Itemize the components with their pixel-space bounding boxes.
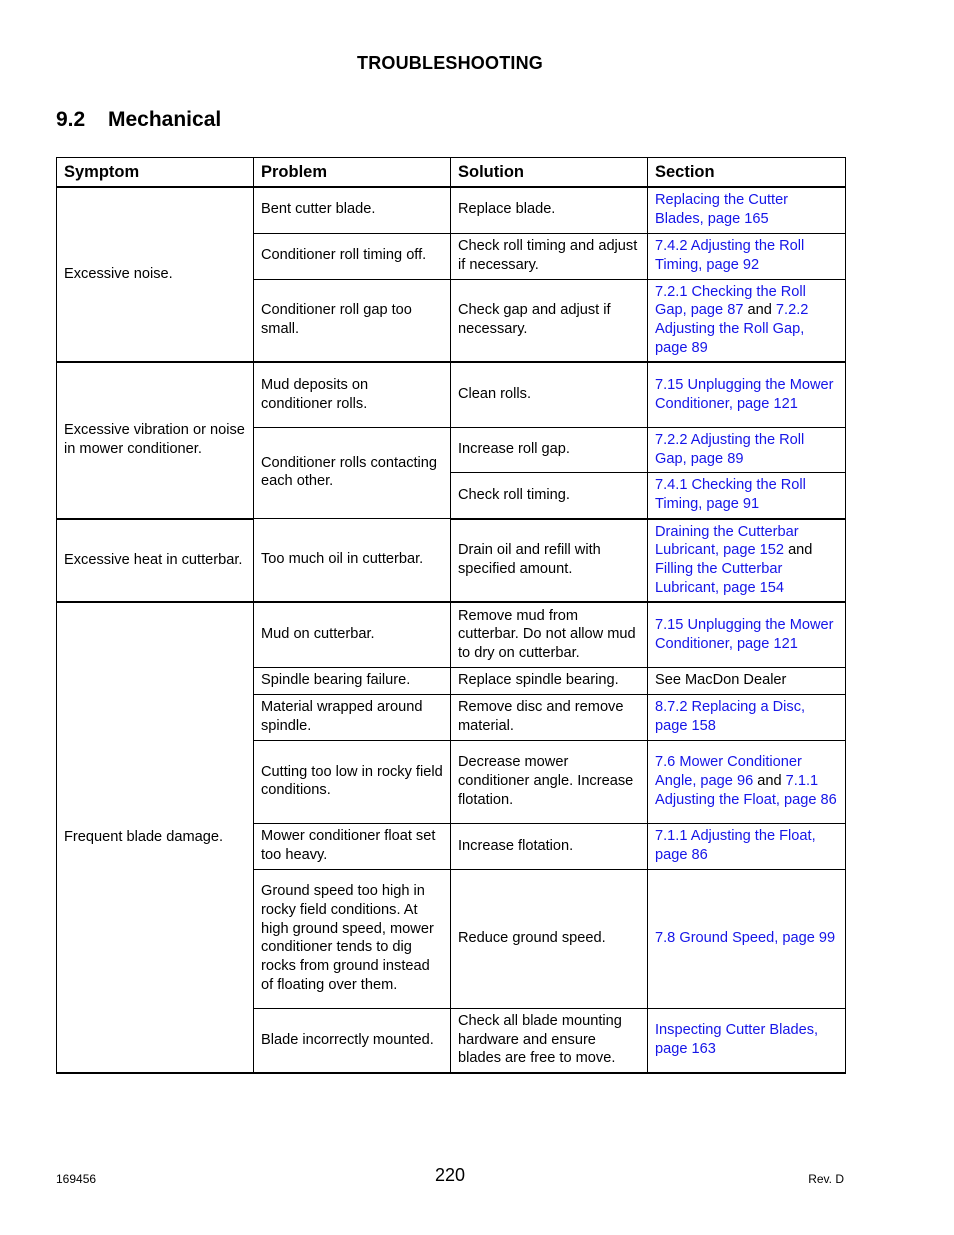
solution-cell: Reduce ground speed.: [451, 869, 648, 1008]
section-reference-link[interactable]: 7.8 Ground Speed, page 99: [655, 930, 836, 947]
section-reference-link[interactable]: 7.2.2 Adjusting the Roll Gap, page 89: [655, 302, 809, 356]
problem-cell: Conditioner roll gap too small.: [254, 279, 451, 362]
section-text: and: [743, 302, 776, 319]
section-cell: [648, 602, 846, 667]
solution-cell: Check roll timing and adjust if necessary.: [451, 233, 648, 279]
symptom-cell: Excessive vibration or noise in mower conditioner.: [57, 362, 254, 518]
solution-cell: Remove mud from cutterbar. Do not allow mud to dry on cutterbar.: [451, 602, 648, 667]
section-cell: [648, 694, 846, 740]
column-header-solution: Solution: [451, 158, 648, 188]
table-body: [57, 187, 846, 1073]
solution-cell: Check roll timing.: [451, 473, 648, 519]
section-reference-link[interactable]: Filling the Cutterbar Lubricant, page 154: [655, 561, 785, 596]
column-header-problem: Problem: [254, 158, 451, 188]
problem-cell: Ground speed too high in rocky field conditions. At high ground speed, mower conditioner tends to dig rocks from ground instead of floating over them.: [254, 869, 451, 1008]
solution-cell: Decrease mower conditioner angle. Increase flotation.: [451, 740, 648, 823]
problem-cell: Too much oil in cutterbar.: [254, 519, 451, 603]
section-cell: [648, 869, 846, 1008]
problem-cell: Mud deposits on conditioner rolls.: [254, 362, 451, 427]
section-cell: [648, 740, 846, 823]
section-heading: [56, 108, 221, 132]
problem-cell: Conditioner roll timing off.: [254, 233, 451, 279]
section-cell: [648, 187, 846, 233]
problem-cell: Mower conditioner float set too heavy.: [254, 823, 451, 869]
section-reference-link[interactable]: 7.2.1 Checking the Roll Gap, page 87: [655, 283, 806, 319]
problem-cell: Spindle bearing failure.: [254, 667, 451, 694]
column-header-section: Section: [648, 158, 846, 188]
section-cell: [648, 473, 846, 519]
problem-cell: Blade incorrectly mounted.: [254, 1008, 451, 1073]
table-header-row: [57, 158, 846, 188]
solution-cell: Increase flotation.: [451, 823, 648, 869]
problem-cell: Material wrapped around spindle.: [254, 694, 451, 740]
table-row: [57, 602, 846, 667]
solution-cell: Replace blade.: [451, 187, 648, 233]
solution-cell: Increase roll gap.: [451, 427, 648, 472]
section-cell: [648, 823, 846, 869]
problem-cell: Conditioner rolls contacting each other.: [254, 427, 451, 518]
section-cell: [648, 233, 846, 279]
section-reference-link[interactable]: 7.2.2 Adjusting the Roll Gap, page 89: [655, 431, 805, 467]
section-text: and: [784, 542, 813, 559]
section-text: and: [753, 773, 786, 790]
section-text: See MacDon Dealer: [655, 672, 787, 689]
section-reference-link[interactable]: 7.1.1 Adjusting the Float, page 86: [655, 828, 816, 863]
section-title: Mechanical: [108, 108, 222, 131]
section-reference-link[interactable]: 7.1.1 Adjusting the Float, page 86: [655, 773, 837, 808]
symptom-cell: Excessive noise.: [57, 187, 254, 362]
section-reference-link[interactable]: 7.15 Unplugging the Mower Conditioner, page 121: [655, 376, 834, 412]
section-reference-link[interactable]: 7.6 Mower Conditioner Angle, page 96: [655, 754, 802, 790]
table-row: [57, 362, 846, 427]
problem-cell: Mud on cutterbar.: [254, 602, 451, 667]
solution-cell: Remove disc and remove material.: [451, 694, 648, 740]
table-row: [57, 187, 846, 233]
page-number: 220: [434, 1165, 466, 1185]
section-cell: [648, 427, 846, 472]
symptom-cell: Frequent blade damage.: [57, 602, 254, 1073]
section-cell: [648, 667, 846, 694]
section-reference-link[interactable]: 8.7.2 Replacing a Disc, page 158: [655, 699, 806, 734]
solution-cell: Replace spindle bearing.: [451, 667, 648, 694]
section-cell: [648, 362, 846, 427]
section-reference-link[interactable]: 7.15 Unplugging the Mower Conditioner, page 121: [655, 616, 834, 652]
section-reference-link[interactable]: 7.4.1 Checking the Roll Timing, page 91: [655, 477, 806, 512]
section-reference-link[interactable]: Draining the Cutterbar Lubricant, page 152: [655, 523, 799, 559]
solution-cell: Check all blade mounting hardware and ensure blades are free to move.: [451, 1008, 648, 1073]
solution-cell: Drain oil and refill with specified amount.: [451, 519, 648, 603]
table-row: [57, 519, 846, 603]
problem-cell: Bent cutter blade.: [254, 187, 451, 233]
solution-cell: Check gap and adjust if necessary.: [451, 279, 648, 362]
symptom-cell: Excessive heat in cutterbar.: [57, 519, 254, 603]
solution-cell: Clean rolls.: [451, 362, 648, 427]
section-cell: [648, 1008, 846, 1073]
section-number: 9.2: [56, 108, 86, 131]
section-cell: [648, 519, 846, 603]
column-header-symptom: Symptom: [57, 158, 254, 188]
section-cell: [648, 279, 846, 362]
revision: Rev. D: [808, 1172, 844, 1186]
troubleshooting-table: [56, 157, 846, 1074]
chapter-header: TROUBLESHOOTING: [357, 53, 543, 73]
doc-number: 169456: [56, 1172, 97, 1186]
problem-cell: Cutting too low in rocky field conditions.: [254, 740, 451, 823]
section-reference-link[interactable]: 7.4.2 Adjusting the Roll Timing, page 92: [655, 237, 805, 273]
section-reference-link[interactable]: Inspecting Cutter Blades, page 163: [655, 1022, 819, 1057]
section-reference-link[interactable]: Replacing the Cutter Blades, page 165: [655, 192, 789, 227]
